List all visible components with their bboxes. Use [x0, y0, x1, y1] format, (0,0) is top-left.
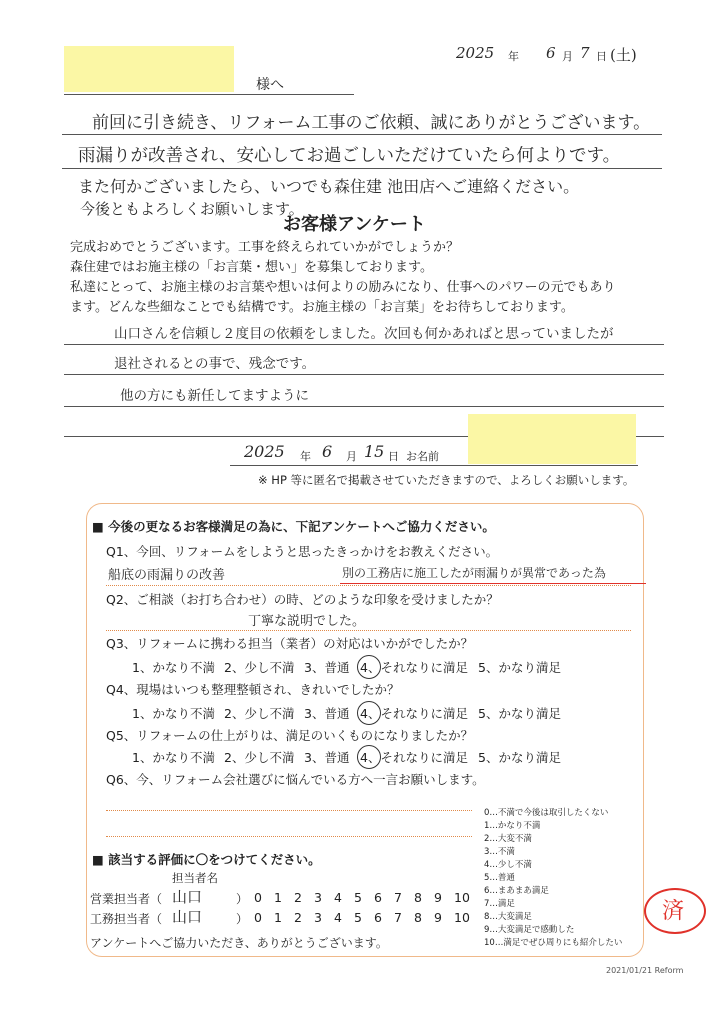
construction-num-1[interactable]: 1 — [274, 910, 282, 925]
sales-num-9[interactable]: 9 — [434, 890, 442, 905]
legend-9: 9…大変満足で感動した — [484, 925, 575, 935]
legend-8: 8…大変満足 — [484, 912, 532, 922]
construction-num-10[interactable]: 10 — [454, 910, 470, 925]
staff-label: 担当者名 — [172, 871, 218, 885]
construction-label: 工務担当者（ — [90, 912, 163, 926]
intro-line-4: ます。どんな些細なことでも結構です。お施主様の「お言葉」をお待ちしております。 — [70, 300, 574, 315]
q2-dotted-line — [106, 630, 631, 631]
q4-selected-circle — [357, 701, 381, 725]
signature-year-label: 年 — [300, 450, 311, 463]
letter-line-1: 前回に引き続き、リフォーム工事のご依頼、誠にありがとうございます。 — [92, 113, 651, 133]
construction-num-7[interactable]: 7 — [394, 910, 402, 925]
legend-3: 3…不満 — [484, 847, 515, 857]
signature-day-label: 日 — [388, 450, 399, 463]
date-year-label: 年 — [508, 50, 519, 63]
q3-opt-4[interactable]: 4、それなりに満足 — [360, 660, 468, 675]
q1-answer-a: 船底の雨漏りの改善 — [108, 568, 226, 583]
date-day-label: 日 — [596, 50, 607, 63]
sales-label: 営業担当者（ — [90, 892, 163, 906]
q4-opt-3[interactable]: 3、普通 — [304, 706, 350, 721]
comment-rule-2 — [64, 374, 664, 375]
q5-selected-circle — [357, 745, 381, 769]
q5-opt-1[interactable]: 1、かなり不満 — [132, 750, 215, 765]
recipient-underline — [64, 94, 354, 95]
stamp-text: 済 — [662, 899, 685, 924]
construction-paren-close: ） — [236, 912, 249, 926]
date-month-label: 月 — [562, 50, 573, 63]
q4-opt-5[interactable]: 5、かなり満足 — [478, 706, 561, 721]
sales-num-2[interactable]: 2 — [294, 890, 302, 905]
q3-selected-circle — [357, 655, 381, 679]
signature-month-label: 月 — [346, 450, 357, 463]
construction-num-5[interactable]: 5 — [354, 910, 362, 925]
letter-line-2: 雨漏りが改善され、安心してお過ごしいただけていたら何よりです。 — [78, 146, 621, 166]
q3-opt-1[interactable]: 1、かなり不満 — [132, 660, 215, 675]
q5-opt-4[interactable]: 4、それなりに満足 — [360, 750, 468, 765]
q3-opt-3[interactable]: 3、普通 — [304, 660, 350, 675]
form-title: お客様アンケート — [283, 214, 426, 235]
thanks-text: アンケートへご協力いただき、ありがとうございます。 — [90, 936, 388, 950]
q4-opt-1[interactable]: 1、かなり不満 — [132, 706, 215, 721]
q4-opt-4[interactable]: 4、それなりに満足 — [360, 706, 468, 721]
date-day: 7 — [580, 44, 590, 62]
letter-rule-1 — [62, 134, 662, 135]
q1-answer-b: 別の工務店に施工したが雨漏りが異常であった為 — [342, 566, 606, 580]
comment-line-1: 山口さんを信頼し２度目の依頼をしました。次回も何かあればと思っていましたが — [114, 326, 614, 342]
q2-text: Q2、ご相談（お打ち合わせ）の時、どのような印象を受けましたか？ — [106, 592, 499, 607]
signature-name-redaction — [468, 414, 636, 464]
q3-text: Q3、リフォームに携わる担当（業者）の対応はいかがでしたか？ — [106, 636, 474, 651]
q1-dotted-line — [106, 585, 631, 586]
sales-num-0[interactable]: 0 — [254, 890, 262, 905]
q6-dotted-line-1 — [106, 810, 472, 811]
sales-num-3[interactable]: 3 — [314, 890, 322, 905]
q5-text: Q5、リフォームの仕上がりは、満足のいくものになりましたか？ — [106, 728, 474, 743]
construction-name: 山口 — [172, 908, 203, 926]
survey-heading: ■ 今後の更なるお客様満足の為に、下記アンケートへご協力ください。 — [92, 519, 495, 534]
intro-line-3: 私達にとって、お施主様のお言葉や想いは何よりの励みになり、仕事へのパワーの元でもあり — [70, 280, 616, 295]
signature-day: 15 — [364, 442, 385, 461]
q5-opt-5[interactable]: 5、かなり満足 — [478, 750, 561, 765]
notice: ※ HP 等に匿名で掲載させていただきますので、よろしくお願いします。 — [258, 473, 635, 487]
sales-num-6[interactable]: 6 — [374, 890, 382, 905]
intro-line-1: 完成おめでとうございます。工事を終えられていかがでしょうか？ — [70, 240, 459, 255]
sales-num-8[interactable]: 8 — [414, 890, 422, 905]
sales-name: 山口 — [172, 888, 203, 906]
q5-opt-3[interactable]: 3、普通 — [304, 750, 350, 765]
legend-1: 1…かなり不満 — [484, 821, 541, 831]
date-weekday: (土) — [610, 46, 637, 64]
construction-num-9[interactable]: 9 — [434, 910, 442, 925]
comment-rule-3 — [64, 406, 664, 407]
sales-num-1[interactable]: 1 — [274, 890, 282, 905]
q6-dotted-line-2 — [106, 836, 472, 837]
signature-underline — [230, 465, 638, 466]
sales-num-7[interactable]: 7 — [394, 890, 402, 905]
q1-text: Q1、今回、リフォームをしようと思ったきっかけをお教えください。 — [106, 544, 499, 559]
comment-rule-1 — [64, 344, 664, 345]
footer-code: 2021/01/21 Reform — [606, 966, 684, 975]
letter-line-3: また何かございましたら、いつでも森住建 池田店へご連絡ください。 — [78, 177, 580, 196]
legend-7: 7…満足 — [484, 899, 515, 909]
q6-text: Q6、今、リフォーム会社選びに悩んでいる方へ一言お願いします。 — [106, 772, 485, 787]
legend-4: 4…少し不満 — [484, 860, 532, 870]
legend-10: 10…満足でぜひ周りにも紹介したい — [484, 938, 623, 948]
sales-paren-close: ） — [236, 892, 249, 906]
recipient-redaction — [64, 46, 234, 92]
legend-6: 6…まあまあ満足 — [484, 886, 549, 896]
comment-line-3: 他の方にも新任してますように — [120, 388, 309, 404]
construction-num-0[interactable]: 0 — [254, 910, 262, 925]
q3-opt-2[interactable]: 2、少し不満 — [224, 660, 295, 675]
q4-opt-2[interactable]: 2、少し不満 — [224, 706, 295, 721]
legend-5: 5…普通 — [484, 873, 515, 883]
rating-heading: ■ 該当する評価に〇をつけてください。 — [92, 852, 321, 867]
letter-rule-2 — [62, 168, 662, 169]
signature-name-label: お名前 — [406, 450, 439, 463]
sales-num-4[interactable]: 4 — [334, 890, 342, 905]
q3-opt-5[interactable]: 5、かなり満足 — [478, 660, 561, 675]
legend-0: 0…不満で今後は取引したくない — [484, 808, 609, 818]
q5-opt-2[interactable]: 2、少し不満 — [224, 750, 295, 765]
legend-2: 2…大変不満 — [484, 834, 532, 844]
letter-line-4: 今後ともよろしくお願いします。 — [80, 200, 304, 218]
construction-num-6[interactable]: 6 — [374, 910, 382, 925]
signature-month: 6 — [322, 442, 333, 461]
construction-num-2[interactable]: 2 — [294, 910, 302, 925]
date-month: 6 — [546, 44, 556, 62]
construction-num-4[interactable]: 4 — [334, 910, 342, 925]
construction-scale — [254, 910, 474, 925]
construction-num-3[interactable]: 3 — [314, 910, 322, 925]
q1-red-underline — [340, 583, 646, 584]
intro-line-2: 森住建ではお施主様の「お言葉・想い」を募集しております。 — [70, 260, 433, 275]
q2-answer: 丁寧な説明でした。 — [248, 614, 366, 629]
sales-scale — [254, 890, 474, 905]
signature-year: 2025 — [244, 442, 285, 461]
recipient-suffix: 様へ — [256, 77, 284, 93]
date-year: 2025 — [456, 44, 495, 62]
sales-num-5[interactable]: 5 — [354, 890, 362, 905]
comment-line-2: 退社されるとの事で、残念です。 — [114, 356, 316, 372]
q4-text: Q4、現場はいつも整理整頓され、きれいでしたか？ — [106, 682, 400, 697]
construction-num-8[interactable]: 8 — [414, 910, 422, 925]
sales-num-10[interactable]: 10 — [454, 890, 470, 905]
